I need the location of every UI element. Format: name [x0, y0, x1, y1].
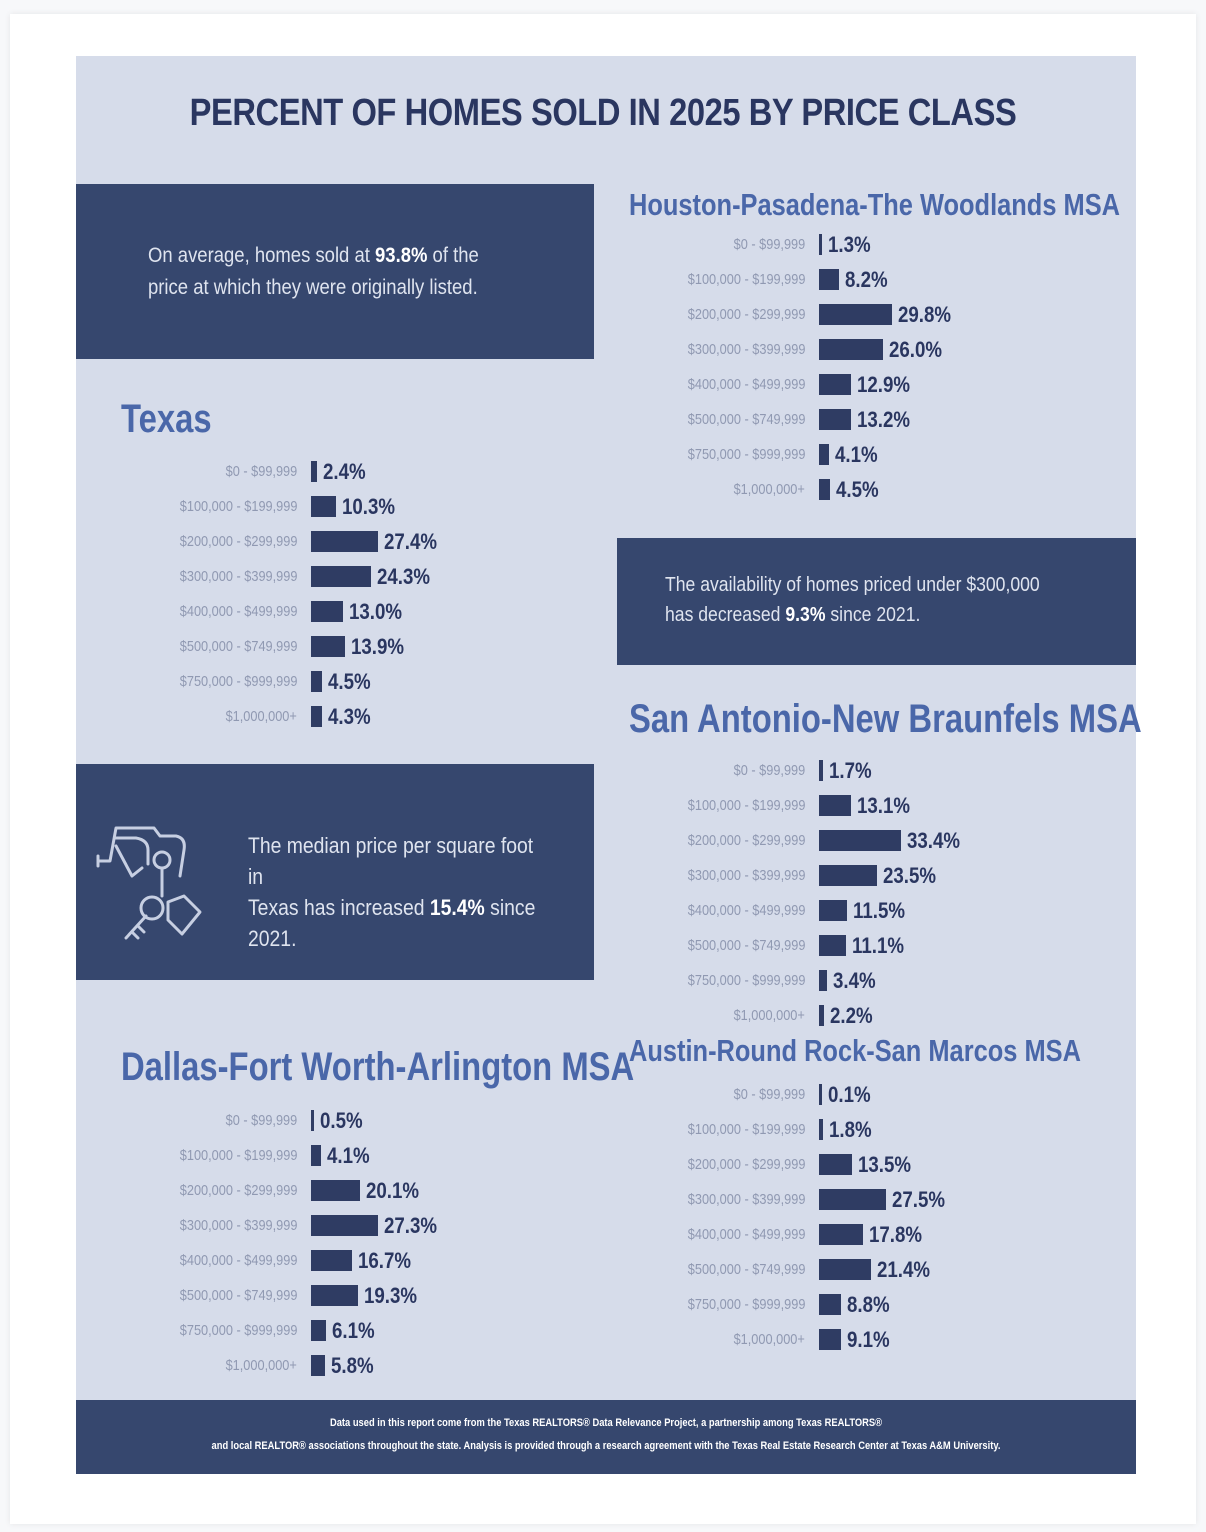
tick-label-text: $750,000 - $999,999 — [687, 446, 805, 463]
tick-label — [569, 1287, 805, 1322]
tick-label-text: $100,000 - $199,999 — [687, 271, 805, 288]
tick-label — [569, 1147, 805, 1182]
data-label: 16.7% — [357, 1248, 411, 1273]
tick-label — [61, 664, 297, 699]
tick-label — [61, 699, 297, 734]
bar — [311, 706, 322, 727]
data-label: 13.1% — [857, 793, 911, 818]
tick-label — [61, 489, 297, 524]
bar-row — [121, 1208, 521, 1243]
availability-callout — [617, 538, 1136, 665]
bar — [311, 1355, 325, 1376]
tick-label — [569, 858, 805, 893]
bar-row — [629, 1252, 1029, 1287]
bar — [819, 269, 839, 290]
bar-row — [121, 1243, 521, 1278]
bar-row — [121, 489, 521, 524]
data-label: 1.8% — [829, 1117, 873, 1142]
tick-label-text: $100,000 - $199,999 — [179, 498, 297, 515]
data-label: 0.5% — [320, 1108, 363, 1133]
list-price-callout — [76, 184, 594, 359]
tick-label — [569, 1112, 805, 1147]
availability-text: The availability of homes priced under $300,000 has decreased 9.3% since 2021. — [665, 574, 1040, 626]
data-label: 29.8% — [898, 302, 952, 327]
data-label: 13.5% — [858, 1152, 912, 1177]
tick-label-text: $1,000,000+ — [225, 708, 297, 725]
data-label: 10.3% — [342, 494, 396, 519]
data-label: 4.5% — [836, 477, 879, 502]
tick-label — [569, 472, 805, 507]
bar — [819, 234, 822, 255]
tick-label — [569, 402, 805, 437]
bar-row — [121, 664, 521, 699]
bar — [819, 1005, 824, 1026]
tick-label — [569, 1182, 805, 1217]
bar — [311, 601, 343, 622]
tick-label-text: $200,000 - $299,999 — [687, 832, 805, 849]
bar-row — [121, 559, 521, 594]
tick-label-text: $400,000 - $499,999 — [179, 1252, 297, 1269]
bar-row — [629, 1077, 1029, 1112]
tick-label — [569, 1322, 805, 1357]
tick-label — [61, 1243, 297, 1278]
bar-row — [121, 1138, 521, 1173]
bar — [819, 1294, 841, 1315]
bar — [819, 1189, 886, 1210]
list-price-value: 93.8% — [375, 244, 428, 267]
bar-row — [629, 823, 1029, 858]
bar-row — [121, 594, 521, 629]
tick-label-text: $100,000 - $199,999 — [687, 797, 805, 814]
tick-label-text: $500,000 - $749,999 — [687, 937, 805, 954]
tick-label — [61, 524, 297, 559]
bar-row — [121, 629, 521, 664]
data-label: 27.3% — [383, 1213, 437, 1238]
bar-row — [629, 472, 1029, 507]
bar — [311, 1145, 321, 1166]
tick-label — [569, 297, 805, 332]
tick-label-text: $100,000 - $199,999 — [179, 1147, 297, 1164]
tick-label-text: $200,000 - $299,999 — [687, 306, 805, 323]
price-per-sqft-value: 15.4% — [429, 895, 485, 920]
data-label: 8.2% — [845, 267, 888, 292]
data-label: 26.0% — [888, 337, 942, 362]
tick-label-text: $1,000,000+ — [733, 1007, 805, 1024]
tick-label — [61, 1138, 297, 1173]
data-label: 8.8% — [846, 1292, 890, 1317]
tick-label — [61, 454, 297, 489]
tick-label-text: $400,000 - $499,999 — [687, 902, 805, 919]
bar — [819, 1224, 863, 1245]
tick-label — [569, 928, 805, 963]
tick-label — [569, 823, 805, 858]
bar — [819, 1259, 871, 1280]
tick-label — [61, 1278, 297, 1313]
hand-keys-icon — [96, 816, 226, 956]
bar-row — [629, 788, 1029, 823]
bar-row — [629, 1147, 1029, 1182]
data-label: 3.4% — [833, 968, 876, 993]
tick-label — [569, 437, 805, 472]
data-label: 19.3% — [364, 1283, 418, 1308]
tick-label-text: $750,000 - $999,999 — [179, 673, 297, 690]
bar-row — [121, 454, 521, 489]
bar-row — [629, 367, 1029, 402]
bar-row — [121, 1103, 521, 1138]
data-label: 1.7% — [829, 758, 872, 783]
tick-label — [569, 788, 805, 823]
bar — [819, 1154, 852, 1175]
chart-title-dallas: Dallas-Fort Worth-Arlington MSA — [121, 1045, 635, 1089]
tick-label — [569, 262, 805, 297]
bar — [819, 304, 892, 325]
bar — [311, 566, 371, 587]
bar-row — [121, 524, 521, 559]
bar-row — [629, 1112, 1029, 1147]
data-label: 4.3% — [327, 704, 371, 729]
tick-label-text: $0 - $99,999 — [733, 1086, 805, 1103]
data-label: 33.4% — [906, 828, 960, 853]
tick-label-text: $200,000 - $299,999 — [687, 1156, 805, 1173]
bar-row — [629, 928, 1029, 963]
tick-label-text: $750,000 - $999,999 — [179, 1322, 297, 1339]
tick-label-text: $500,000 - $749,999 — [179, 1287, 297, 1304]
bar — [819, 374, 851, 395]
tick-label-text: $0 - $99,999 — [225, 1112, 297, 1129]
tick-label-text: $0 - $99,999 — [733, 236, 805, 253]
bar — [819, 760, 823, 781]
chart-title-texas: Texas — [121, 397, 212, 441]
tick-label-text: $400,000 - $499,999 — [179, 603, 297, 620]
bar — [819, 830, 901, 851]
chart-title-austin: Austin-Round Rock-San Marcos MSA — [629, 1033, 1081, 1068]
bar-row — [629, 1182, 1029, 1217]
availability-value: 9.3% — [785, 604, 826, 626]
bar — [311, 1285, 358, 1306]
bar — [819, 409, 851, 430]
bar — [819, 1119, 823, 1140]
data-label: 2.4% — [322, 459, 366, 484]
tick-label — [61, 629, 297, 664]
bar-row — [629, 227, 1029, 262]
chart-title-houston: Houston-Pasadena-The Woodlands MSA — [629, 187, 1121, 222]
tick-label-text: $500,000 - $749,999 — [687, 1261, 805, 1278]
bar — [311, 1215, 378, 1236]
bar — [311, 671, 322, 692]
data-label: 4.1% — [327, 1143, 370, 1168]
tick-label-text: $1,000,000+ — [733, 481, 805, 498]
price-per-sqft-callout — [76, 764, 594, 980]
data-label: 23.5% — [882, 863, 936, 888]
tick-label-text: $300,000 - $399,999 — [687, 341, 805, 358]
tick-label — [569, 332, 805, 367]
bar — [819, 795, 851, 816]
bar — [311, 1250, 352, 1271]
tick-label — [61, 1348, 297, 1383]
bar — [819, 479, 830, 500]
data-label: 4.5% — [328, 669, 371, 694]
footer-line-1: Data used in this report come from the Texas REALTORS® Data Relevance Project, a partnership among Texas REALTORS® — [329, 1417, 883, 1429]
data-label: 13.9% — [351, 634, 405, 659]
bar-row — [629, 402, 1029, 437]
data-label: 21.4% — [877, 1257, 931, 1282]
tick-label — [61, 594, 297, 629]
tick-label — [569, 963, 805, 998]
bar-row — [629, 893, 1029, 928]
list-price-text: On average, homes sold at 93.8% of the price at which they were originally listed. — [148, 244, 479, 299]
bar — [819, 1084, 822, 1105]
bar-row — [629, 753, 1029, 788]
tick-label-text: $300,000 - $399,999 — [179, 568, 297, 585]
bar — [819, 865, 877, 886]
tick-label-text: $750,000 - $999,999 — [687, 1296, 805, 1313]
tick-label — [61, 1208, 297, 1243]
tick-label-text: $400,000 - $499,999 — [687, 376, 805, 393]
tick-label-text: $0 - $99,999 — [225, 463, 297, 480]
tick-label-text: $0 - $99,999 — [733, 762, 805, 779]
footer-line-2: and local REALTOR® associations throughout the state. Analysis is provided through a research agreement with the Texas Real Estate Research Center at Texas A&M University. — [211, 1440, 1001, 1452]
tick-label-text: $400,000 - $499,999 — [687, 1226, 805, 1243]
bar — [311, 461, 317, 482]
bar — [311, 531, 378, 552]
bar — [819, 444, 829, 465]
bar — [819, 900, 847, 921]
data-label: 1.3% — [828, 232, 871, 257]
bar-row — [629, 998, 1029, 1033]
tick-label — [569, 227, 805, 262]
tick-label-text: $200,000 - $299,999 — [179, 533, 297, 550]
chart-title-san-antonio: San Antonio-New Braunfels MSA — [629, 697, 1142, 741]
tick-label-text: $100,000 - $199,999 — [687, 1121, 805, 1138]
tick-label — [569, 1217, 805, 1252]
data-label: 20.1% — [366, 1178, 420, 1203]
tick-label-text: $300,000 - $399,999 — [687, 867, 805, 884]
bar-row — [629, 963, 1029, 998]
bar — [819, 935, 846, 956]
tick-label — [61, 1173, 297, 1208]
data-label: 0.1% — [828, 1082, 871, 1107]
data-label: 27.5% — [892, 1187, 946, 1212]
tick-label — [569, 998, 805, 1033]
tick-label-text: $500,000 - $749,999 — [687, 411, 805, 428]
page-title: PERCENT OF HOMES SOLD IN 2025 BY PRICE CLASS — [189, 92, 1017, 134]
data-label: 11.1% — [852, 933, 905, 958]
bar-row — [121, 1348, 521, 1383]
data-label: 13.0% — [348, 599, 402, 624]
bar-row — [629, 1217, 1029, 1252]
tick-label — [61, 1313, 297, 1348]
bar — [311, 1110, 314, 1131]
data-label: 4.1% — [835, 442, 878, 467]
bar-row — [629, 437, 1029, 472]
tick-label-text: $300,000 - $399,999 — [179, 1217, 297, 1234]
tick-label-text: $750,000 - $999,999 — [687, 972, 805, 989]
bar — [311, 636, 345, 657]
bar — [819, 1329, 841, 1350]
bar — [819, 339, 883, 360]
bar — [311, 1180, 360, 1201]
tick-label — [61, 1103, 297, 1138]
bar-row — [629, 332, 1029, 367]
bar-row — [121, 1278, 521, 1313]
bar-row — [629, 858, 1029, 893]
bar — [311, 1320, 326, 1341]
bar-row — [629, 297, 1029, 332]
data-label: 6.1% — [331, 1318, 375, 1343]
data-label: 24.3% — [376, 564, 430, 589]
data-label: 12.9% — [856, 372, 910, 397]
bar-row — [629, 262, 1029, 297]
bar-row — [629, 1322, 1029, 1357]
tick-label-text: $1,000,000+ — [225, 1357, 297, 1374]
tick-label — [569, 367, 805, 402]
data-label: 13.2% — [857, 407, 911, 432]
bar-row — [121, 1173, 521, 1208]
footer — [76, 1400, 1136, 1474]
price-per-sqft-text: The median price per square foot in Texas has increased 15.4% since 2021. — [248, 833, 536, 951]
tick-label-text: $300,000 - $399,999 — [687, 1191, 805, 1208]
data-label: 2.2% — [830, 1003, 874, 1028]
tick-label-text: $1,000,000+ — [733, 1331, 805, 1348]
data-label: 27.4% — [384, 529, 438, 554]
tick-label — [61, 559, 297, 594]
bar-row — [121, 699, 521, 734]
tick-label — [569, 893, 805, 928]
tick-label — [569, 1252, 805, 1287]
tick-label-text: $500,000 - $749,999 — [179, 638, 297, 655]
tick-label — [569, 753, 805, 788]
bar-row — [121, 1313, 521, 1348]
bar — [311, 496, 336, 517]
tick-label-text: $200,000 - $299,999 — [179, 1182, 297, 1199]
bar-row — [629, 1287, 1029, 1322]
bar — [819, 970, 827, 991]
data-label: 11.5% — [853, 898, 906, 923]
data-label: 5.8% — [331, 1353, 374, 1378]
data-label: 9.1% — [847, 1327, 890, 1352]
data-label: 17.8% — [868, 1222, 922, 1247]
